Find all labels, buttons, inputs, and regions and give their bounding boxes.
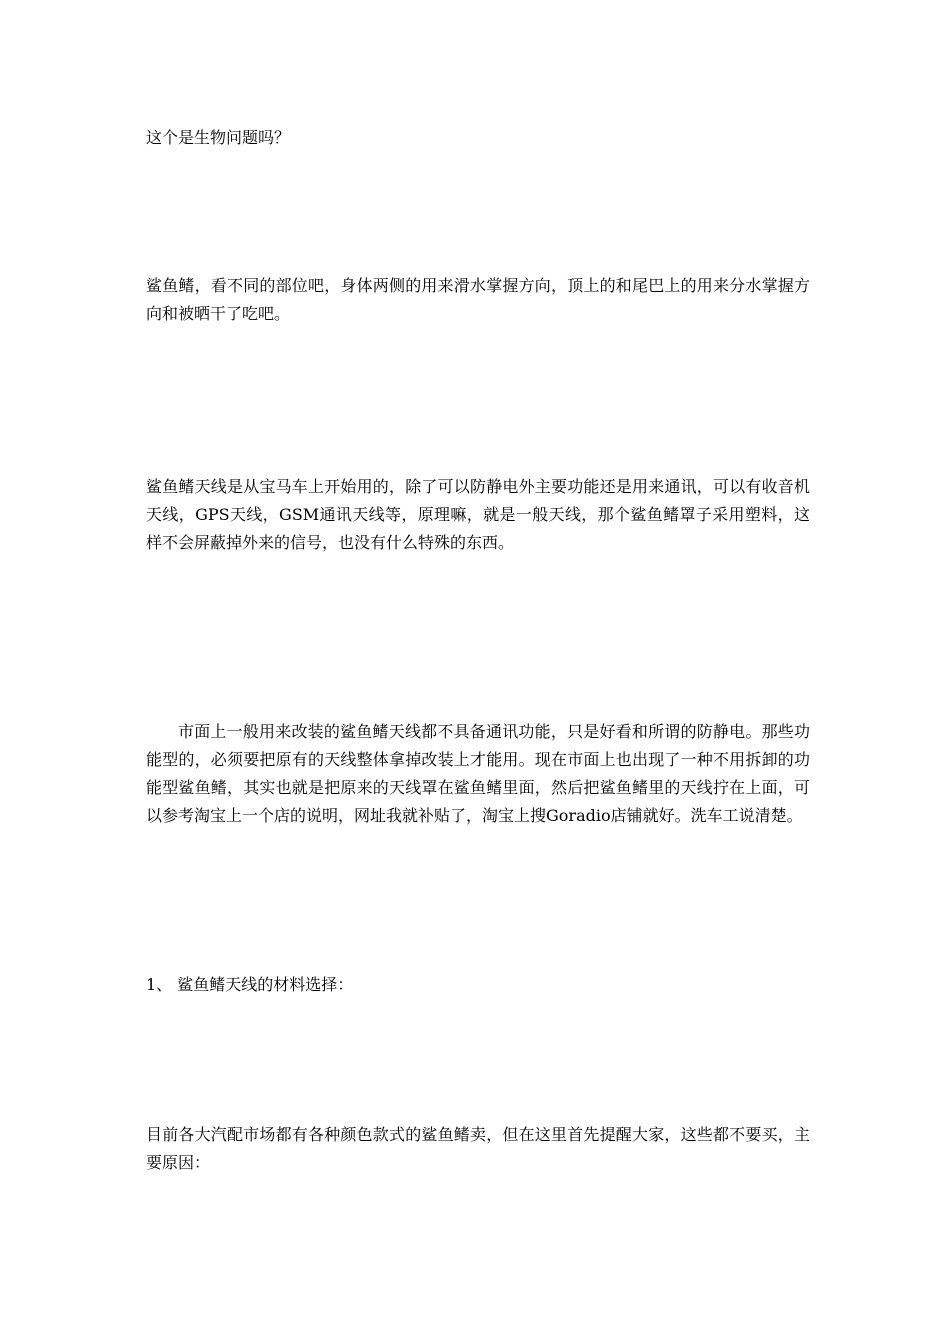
paragraph-shark-fin: 鲨鱼鳍，看不同的部位吧，身体两侧的用来滑水掌握方向，顶上的和尾巴上的用来分水掌握方向和被晒干了吃吧。 xyxy=(146,276,810,323)
paragraph-question: 这个是生物问题吗？ xyxy=(146,128,291,147)
paragraph-heading-material: 1、 鲨鱼鳍天线的材料选择： xyxy=(146,975,354,994)
paragraph-market-advice: 目前各大汽配市场都有各种颜色款式的鲨鱼鳍卖，但在这里首先提醒大家，这些都不要买，主要原因： xyxy=(146,1125,810,1172)
paragraph-market-antenna: 市面上一般用来改装的鲨鱼鳍天线都不具备通讯功能，只是好看和所谓的防静电。那些功能型的，必须要把原有的天线整体拿掉改装上才能用。现在市面上也出现了一种不用拆卸的功能型鲨鱼鳍，其实也就是把原来的天线罩在鲨鱼鳍里面，然后把鲨鱼鳍里的天线拧在上面，可以参考淘宝上一个店的说明，网址我就补贴了，淘宝上搜Goradio店铺就好。洗车工说清楚。 xyxy=(146,722,810,825)
paragraph-antenna-origin: 鲨鱼鳍天线是从宝马车上开始用的，除了可以防静电外主要功能还是用来通讯，可以有收音机天线，GPS天线，GSM通讯天线等，原理嘛，就是一般天线，那个鲨鱼鳍罩子采用塑料，这样不会屏蔽掉外来的信号，也没有什么特殊的东西。 xyxy=(146,477,810,552)
